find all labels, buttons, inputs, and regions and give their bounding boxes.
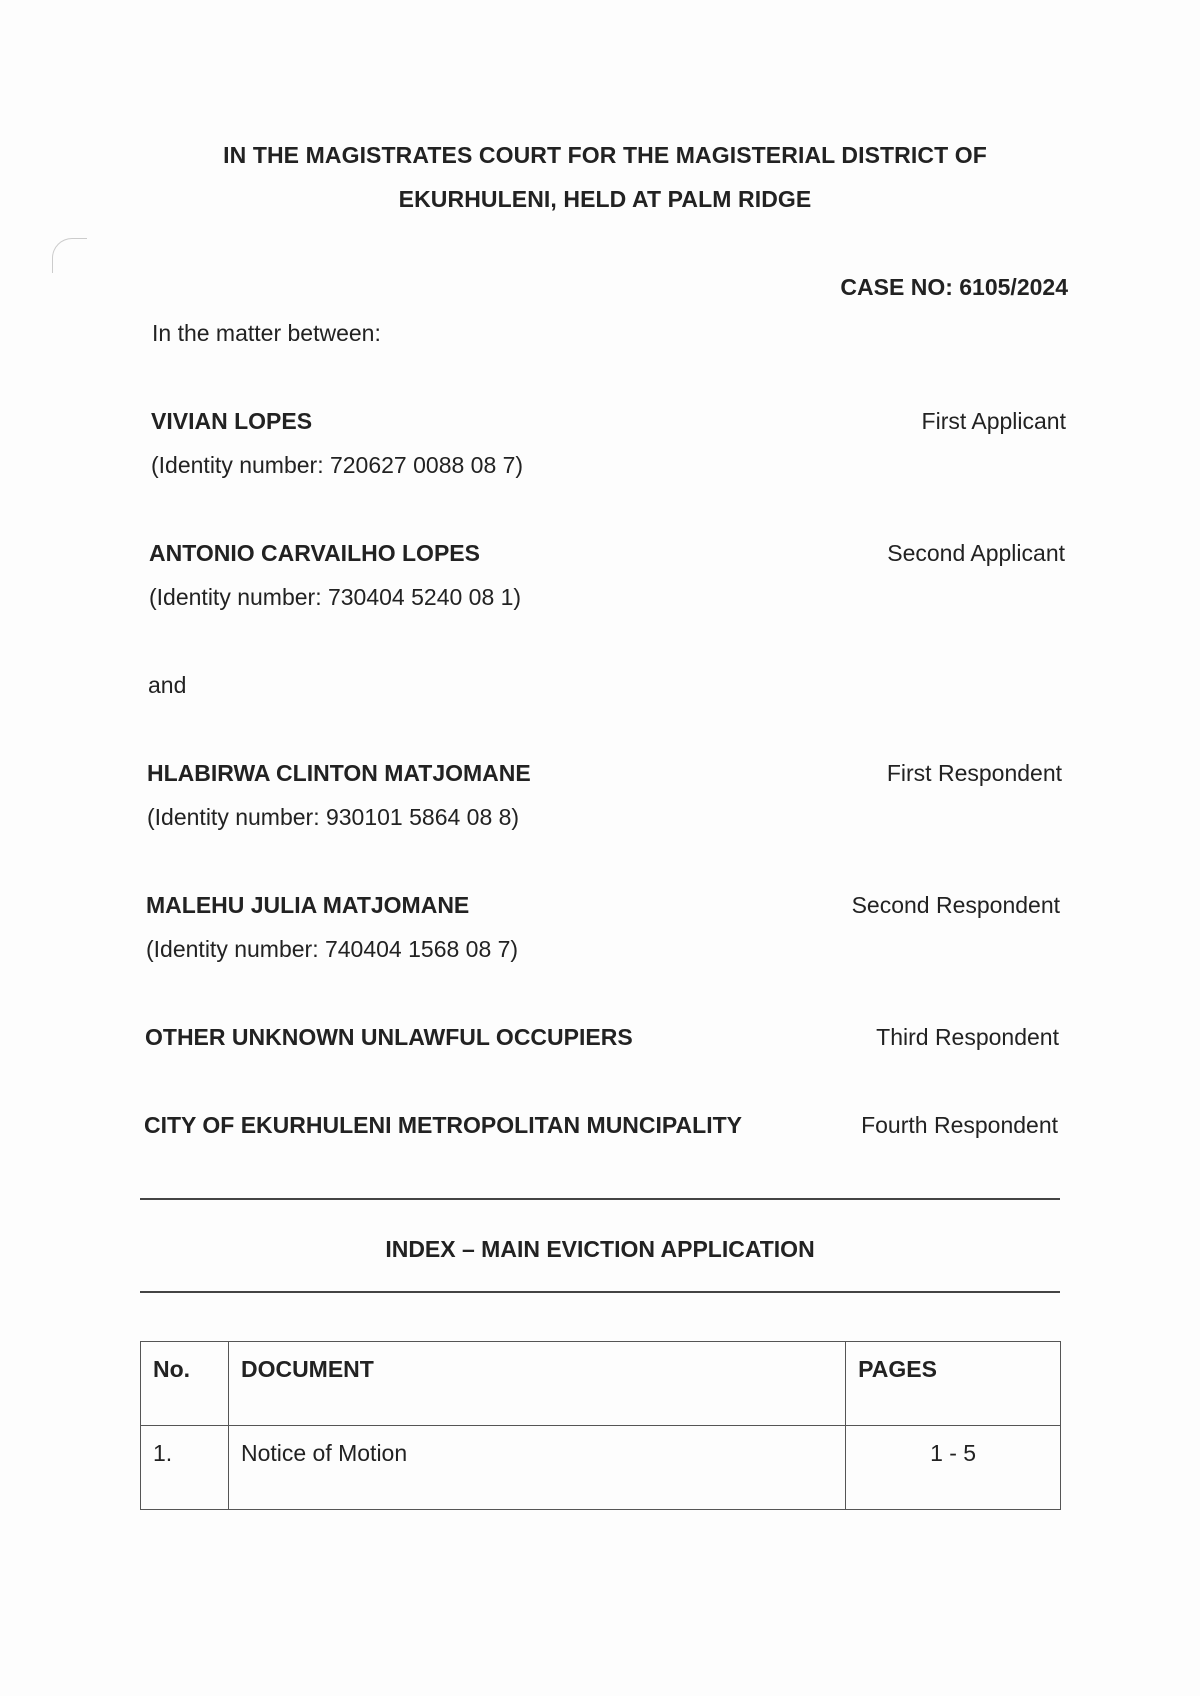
party-name-5: OTHER UNKNOWN UNLAWFUL OCCUPIERS [145, 1024, 633, 1050]
header-document: DOCUMENT [228, 1342, 845, 1426]
party-id-2: (Identity number: 730404 5240 08 1) [149, 584, 522, 610]
party-id-1: (Identity number: 720627 0088 08 7) [151, 452, 524, 478]
index-title: INDEX – MAIN EVICTION APPLICATION [385, 1236, 815, 1262]
cell-no: 1. [141, 1426, 229, 1510]
divider-top [140, 1198, 1060, 1200]
table-header-row [141, 1342, 1061, 1426]
party-name-4: MALEHU JULIA MATJOMANE [146, 892, 470, 918]
party-id-4: (Identity number: 740404 1568 08 7) [146, 936, 519, 962]
cell-document: Notice of Motion [228, 1426, 845, 1510]
party-name-1: VIVIAN LOPES [151, 408, 313, 434]
court-heading-line1: IN THE MAGISTRATES COURT FOR THE MAGISTERIAL DISTRICT OF [223, 142, 987, 168]
party-role-5: Third Respondent [876, 1024, 1059, 1050]
party-role-1: First Applicant [921, 408, 1066, 434]
case-number: CASE NO: 6105/2024 [840, 274, 1068, 300]
header-pages: PAGES [846, 1342, 1061, 1426]
divider-bottom [140, 1291, 1060, 1293]
intro-text: In the matter between: [152, 320, 381, 346]
cell-pages: 1 - 5 [846, 1426, 1061, 1510]
court-heading-line2: EKURHULENI, HELD AT PALM RIDGE [398, 186, 812, 212]
scan-mark [52, 238, 87, 273]
party-role-6: Fourth Respondent [861, 1112, 1058, 1138]
party-name-3: HLABIRWA CLINTON MATJOMANE [147, 760, 531, 786]
party-name-6: CITY OF EKURHULENI METROPOLITAN MUNCIPALITY [144, 1112, 742, 1138]
party-role-4: Second Respondent [851, 892, 1060, 918]
and-text: and [148, 672, 187, 698]
party-name-2: ANTONIO CARVAILHO LOPES [149, 540, 480, 566]
party-id-3: (Identity number: 930101 5864 08 8) [147, 804, 520, 830]
party-role-2: Second Applicant [887, 540, 1065, 566]
header-no: No. [141, 1342, 229, 1426]
index-table [140, 1341, 1061, 1510]
party-role-3: First Respondent [886, 760, 1062, 786]
table-row [141, 1426, 1061, 1510]
